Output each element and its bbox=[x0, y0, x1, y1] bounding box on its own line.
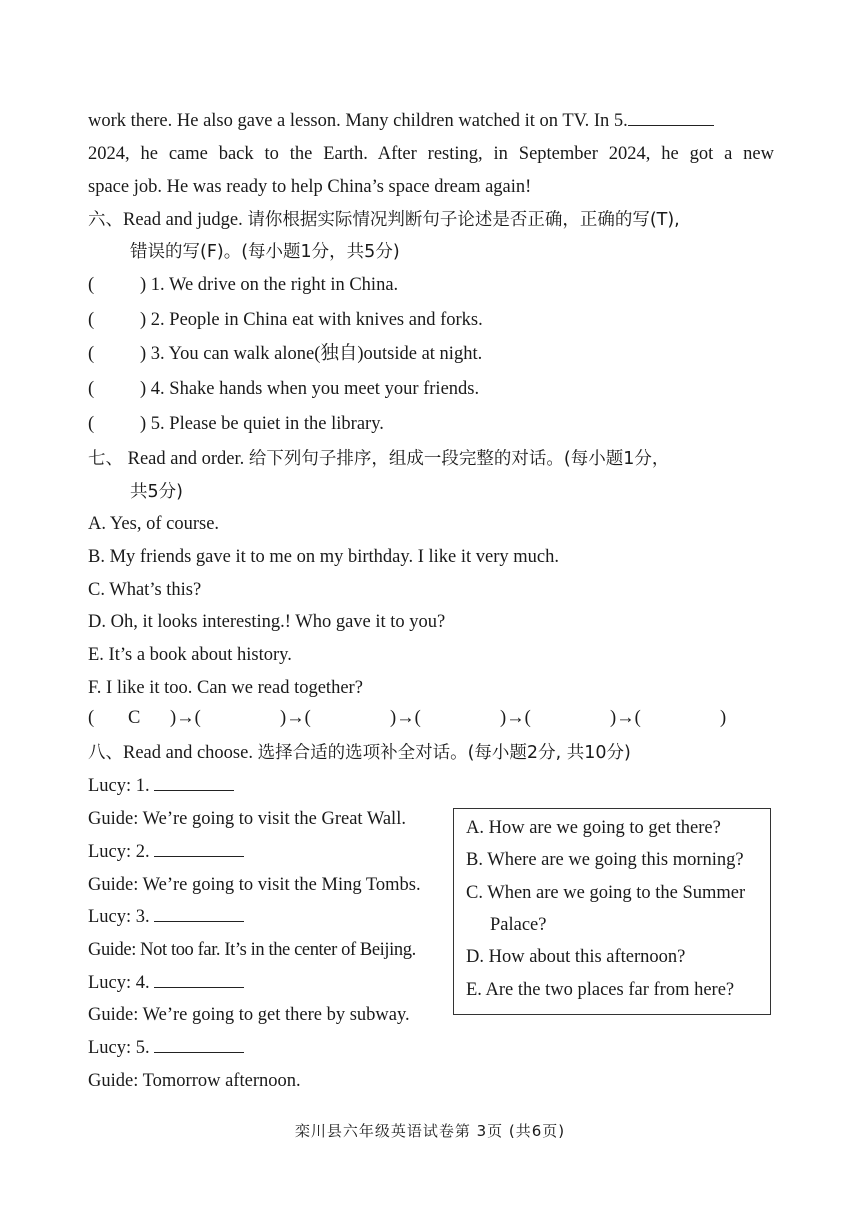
judge-item-text: 2. People in China eat with knives and forks. bbox=[150, 310, 483, 330]
judge-item-text: 4. Shake hands when you meet your friends. bbox=[150, 379, 480, 399]
dialogue-line-6: Guide: Not too far. It’s in the center of Beijing. bbox=[88, 940, 416, 960]
dialogue-line-7 bbox=[88, 971, 244, 995]
judge-item-text: 1. We drive on the right in China. bbox=[150, 275, 399, 295]
dialogue-text: Lucy: 5. bbox=[88, 1038, 150, 1058]
section-6-title-cn: 请你根据实际情况判断句子论述是否正确，正确的写(T), bbox=[247, 210, 680, 230]
paren-close: ) bbox=[140, 414, 147, 434]
passage-line-3: space job. He was ready to help China’s space dream again! bbox=[88, 177, 532, 197]
order-option-f: F. I like it too. Can we read together? bbox=[88, 678, 363, 698]
order-option-a: A. Yes, of course. bbox=[88, 514, 220, 534]
answer-paren[interactable]: ( bbox=[88, 379, 95, 399]
choice-c-cont: Palace? bbox=[490, 915, 547, 935]
judge-item-1[interactable] bbox=[88, 273, 398, 297]
answer-paren[interactable]: ( bbox=[88, 275, 95, 295]
answer-blank-5b[interactable] bbox=[154, 1036, 244, 1053]
judge-item-5[interactable] bbox=[88, 412, 384, 436]
choice-c: C. When are we going to the Summer bbox=[466, 883, 746, 903]
dialogue-line-2: Guide: We’re going to visit the Great Wall. bbox=[88, 809, 406, 829]
paren-close: ) bbox=[140, 275, 147, 295]
paren-close: ) bbox=[140, 310, 147, 330]
choice-box bbox=[453, 808, 771, 1015]
choice-b: B. Where are we going this morning? bbox=[466, 850, 744, 870]
section-6-title-en: Read and judge. bbox=[123, 210, 243, 230]
order-first-answer: C bbox=[128, 708, 141, 728]
passage-line-1 bbox=[88, 109, 714, 133]
dialogue-text: Lucy: 1. bbox=[88, 776, 150, 796]
choice-d: D. How about this afternoon? bbox=[466, 947, 686, 967]
order-option-d: D. Oh, it looks interesting.! Who gave it to you? bbox=[88, 612, 446, 632]
judge-item-text: 5. Please be quiet in the library. bbox=[150, 414, 384, 434]
answer-paren[interactable]: ( bbox=[88, 310, 95, 330]
answer-paren[interactable]: ( bbox=[88, 414, 95, 434]
order-option-e: E. It’s a book about history. bbox=[88, 645, 292, 665]
section-6-number: 六、 bbox=[88, 210, 123, 230]
section-8-number: 八、 bbox=[88, 743, 123, 763]
choice-e: E. Are the two places far from here? bbox=[466, 980, 735, 1000]
answer-blank-2[interactable] bbox=[154, 840, 244, 857]
section-7-heading bbox=[88, 447, 669, 471]
answer-blank-5[interactable] bbox=[628, 109, 714, 126]
dialogue-line-8: Guide: We’re going to get there by subway. bbox=[88, 1005, 410, 1025]
judge-item-3[interactable] bbox=[88, 342, 482, 366]
choice-a: A. How are we going to get there? bbox=[466, 818, 721, 838]
judge-item-text: 3. You can walk alone(独自)outside at night. bbox=[150, 344, 483, 364]
order-arrow-4[interactable]: )→( bbox=[500, 708, 531, 728]
paren-close: ) bbox=[140, 379, 147, 399]
dialogue-line-10: Guide: Tomorrow afternoon. bbox=[88, 1071, 301, 1091]
answer-blank-3[interactable] bbox=[154, 905, 244, 922]
paren-close: ) bbox=[140, 344, 147, 364]
dialogue-line-5 bbox=[88, 905, 244, 929]
dialogue-line-4: Guide: We’re going to visit the Ming Tombs. bbox=[88, 875, 421, 895]
answer-blank-1[interactable] bbox=[154, 774, 234, 791]
passage-text-1: work there. He also gave a lesson. Many children watched it on TV. In 5. bbox=[88, 111, 628, 131]
section-7-title-en: Read and order. bbox=[127, 449, 245, 469]
dialogue-line-1 bbox=[88, 774, 234, 798]
section-7-number: 七、 bbox=[88, 449, 123, 469]
order-close-paren: ) bbox=[720, 708, 727, 728]
dialogue-text: Lucy: 2. bbox=[88, 842, 150, 862]
order-arrow-1[interactable]: )→( bbox=[170, 708, 201, 728]
dialogue-line-3 bbox=[88, 840, 244, 864]
section-8-heading bbox=[88, 741, 631, 765]
dialogue-text: Lucy: 4. bbox=[88, 973, 150, 993]
passage-line-2: 2024, he came back to the Earth. After resting, in September 2024, he got a new bbox=[88, 144, 774, 164]
section-6-heading bbox=[88, 208, 680, 232]
dialogue-line-9 bbox=[88, 1036, 244, 1060]
judge-item-4[interactable] bbox=[88, 377, 479, 401]
judge-item-2[interactable] bbox=[88, 308, 483, 332]
order-arrow-3[interactable]: )→( bbox=[390, 708, 421, 728]
section-8-title-en: Read and choose. bbox=[123, 743, 253, 763]
order-option-c: C. What’s this? bbox=[88, 580, 202, 600]
section-6-heading-cont: 错误的写(F)。(每小题1分，共5分) bbox=[130, 242, 400, 262]
section-7-heading-cont: 共5分) bbox=[130, 482, 183, 502]
order-option-b: B. My friends gave it to me on my birthday. I like it very much. bbox=[88, 547, 559, 567]
order-open-paren: ( bbox=[88, 708, 95, 728]
order-arrow-5[interactable]: )→( bbox=[610, 708, 641, 728]
order-arrow-2[interactable]: )→( bbox=[280, 708, 311, 728]
dialogue-text: Lucy: 3. bbox=[88, 907, 150, 927]
section-8-title-cn: 选择合适的选项补全对话。(每小题2分, 共10分) bbox=[257, 743, 631, 763]
answer-paren[interactable]: ( bbox=[88, 344, 95, 364]
section-7-title-cn: 给下列句子排序，组成一段完整的对话。(每小题1分， bbox=[248, 449, 670, 469]
page-footer: 栾川县六年级英语试卷第 3页 (共6页) bbox=[294, 1122, 566, 1140]
answer-blank-4[interactable] bbox=[154, 971, 244, 988]
